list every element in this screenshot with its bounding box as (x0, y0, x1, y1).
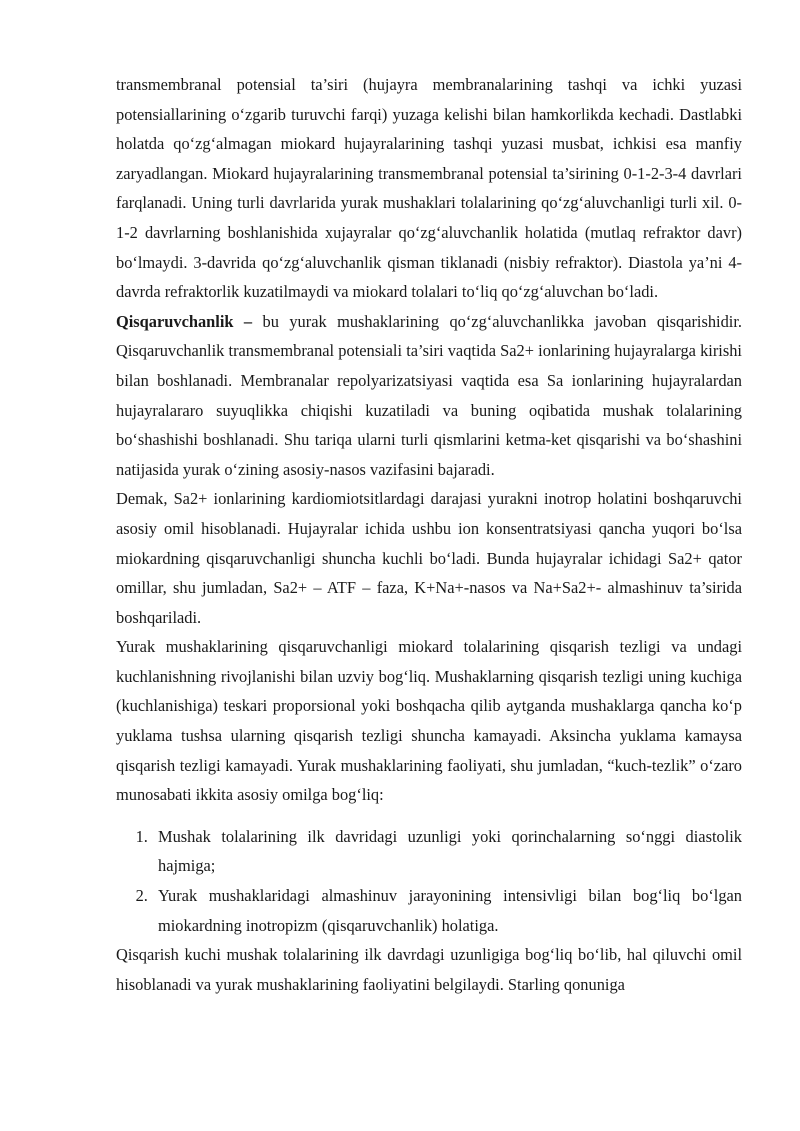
paragraph-starling (116, 940, 742, 999)
list-item-text: Yurak mushaklaridagi almashinuv jarayonining intensivligi bilan bog‘liq bo‘lgan miokardning inotropizm (qisqaruvchanlik) holatiga. (158, 886, 742, 935)
document-body (116, 70, 742, 999)
paragraph-transmembrane-potential (116, 70, 742, 307)
term-heading: Qisqaruvchanlik – (116, 311, 253, 331)
numbered-list (116, 822, 742, 940)
paragraph-contractility (116, 307, 742, 485)
paragraph-text: Qisqarish kuchi mushak tolalarining ilk davrdagi uzunligiga bog‘liq bo‘lib, hal qiluvchi omil hisoblanadi va yurak mushaklarining faoliyatini belgilaydi. Starling qonuniga (116, 945, 742, 994)
paragraph-text: transmembranal potensial ta’siri (hujayra membranalarining tashqi va ichki yuzasi potensiallarining o‘zgarib turuvchi farqi) yuzaga kelishi bilan hamkorlikda kechadi. Dastlabki holatda qo‘zg‘almagan miokard hujayralarining tashqi yuzasi musbat, ichkisi esa manfiy zaryadlangan. Miokard hujayralarining transmembranal potensial ta’sirining 0-1-2-3-4 davrlari farqlanadi. Uning turli davrlarida yurak mushaklari tolalarining qo‘zg‘aluvchanligi turli xil. 0-1-2 davrlarning boshlanishida xujayralar qo‘zg‘aluvchanlik holatida (mutlaq refraktor davr) bo‘lmaydi. 3-davrida qo‘zg‘aluvchanlik qisman tiklanadi (nisbiy refraktor). Diastola ya’ni 4-davrda refraktorlik kuzatilmaydi va miokard tolalari to‘liq qo‘zg‘aluvchan bo‘ladi. (116, 75, 742, 302)
paragraph-text: Demak, Sa2+ ionlarining kardiomiotsitlardagi darajasi yurakni inotrop holatini boshqaruvchi asosiy omil hisoblanadi. Hujayralar ichida ushbu ion konsentratsiyasi qancha yuqori bo‘lsa miokardning qisqaruvchanligi shuncha kuchli bo‘ladi. Bunda hujayralar ichidagi Sa2+ qator omillar, shu jumladan, Sa2+ – ATF – faza, K+Na+-nasos va Na+Sa2+- almashinuv ta’sirida boshqariladi. (116, 489, 742, 627)
paragraph-text: Yurak mushaklarining qisqaruvchanligi miokard tolalarining qisqarish tezligi va undagi kuchlanishning rivojlanishi bilan uzviy bog‘liq. Mushaklarning qisqarish tezligi uning kuchiga (kuchlanishiga) teskari proporsional yoki boshqacha qilib aytganda mushaklarga qancha ko‘p yuklama tushsa ularning qisqarish tezligi shuncha kamayadi. Aksincha yuklama kamaysa qisqarish tezligi kamayadi. Yurak mushaklarining faoliyati, shu jumladan, “kuch-tezlik” o‘zaro munosabati ikkita asosiy omilga bog‘liq: (116, 637, 742, 805)
list-item-text: Mushak tolalarining ilk davridagi uzunligi yoki qorinchalarning so‘nggi diastolik hajmiga; (158, 826, 742, 876)
list-item (152, 822, 742, 881)
paragraph-text: bu yurak mushaklarining qo‘zg‘aluvchanlikka javoban qisqarishidir. Qisqaruvchanlik transmembranal potensiali ta’siri vaqtida Sa2+ ionlarining hujayralarga kirishi bilan boshlanadi. Membranalar repolyarizatsiyasi vaqtida esa Sa ionlarining hujayralardan hujayralararo suyuqlikka chiqishi kuzatiladi va buning oqibatida mushak tolalarining bo‘shashishi boshlanadi. Shu tariqa ularni turli qismlarini ketma-ket qisqarishi va bo‘shashini natijasida yurak o‘zining asosiy-nasos vazifasini bajaradi. (116, 311, 743, 479)
paragraph-calcium-regulation (116, 484, 742, 632)
paragraph-force-velocity (116, 632, 742, 810)
list-item (152, 881, 742, 940)
